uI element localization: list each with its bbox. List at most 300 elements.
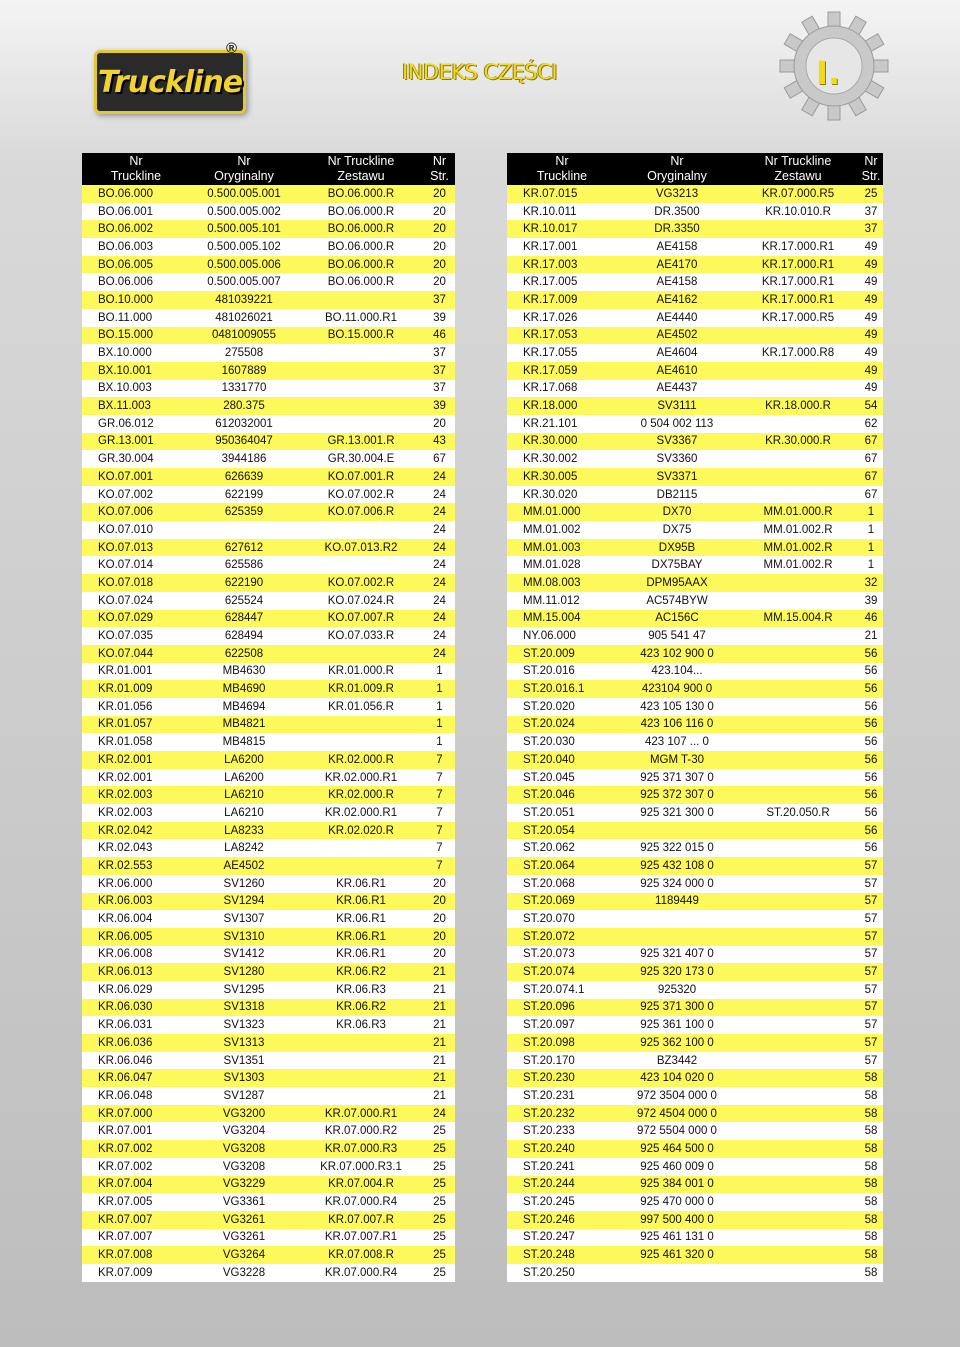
original-number: SV1294 xyxy=(190,893,298,911)
original-number: 481039221 xyxy=(190,291,298,309)
kit-number xyxy=(737,822,859,840)
table-row xyxy=(82,1176,455,1194)
original-number: 0.500.005.006 xyxy=(190,256,298,274)
truckline-number: ST.20.054 xyxy=(507,822,617,840)
truckline-number: ST.20.240 xyxy=(507,1140,617,1158)
page-number: 57 xyxy=(859,999,883,1017)
page-number: 24 xyxy=(424,574,455,592)
kit-number xyxy=(298,556,424,574)
table-row xyxy=(507,344,883,362)
table-row xyxy=(507,733,883,751)
truckline-number: MM.01.000 xyxy=(507,503,617,521)
truckline-number: KR.02.001 xyxy=(82,769,190,787)
original-number: 950364047 xyxy=(190,433,298,451)
table-row xyxy=(507,1105,883,1123)
truckline-number: KR.07.015 xyxy=(507,185,617,203)
original-number: SV1412 xyxy=(190,946,298,964)
truckline-number: KR.06.046 xyxy=(82,1052,190,1070)
truckline-number: NY.06.000 xyxy=(507,627,617,645)
registered-mark: ® xyxy=(226,40,238,57)
kit-number xyxy=(737,1069,859,1087)
parts-index-table-left xyxy=(82,153,455,1282)
table-row xyxy=(507,786,883,804)
kit-number xyxy=(737,592,859,610)
kit-number: KR.01.056.R xyxy=(298,698,424,716)
kit-number xyxy=(737,450,859,468)
page-number: 21 xyxy=(424,1016,455,1034)
page-number: 57 xyxy=(859,1052,883,1070)
original-number: 925 464 500 0 xyxy=(617,1140,737,1158)
page-number: 25 xyxy=(424,1140,455,1158)
page-number: 1 xyxy=(424,716,455,734)
table-row xyxy=(507,875,883,893)
truckline-number: ST.20.069 xyxy=(507,893,617,911)
truckline-logo xyxy=(94,50,246,114)
page-number: 56 xyxy=(859,839,883,857)
table-row xyxy=(507,716,883,734)
kit-number: KR.07.004.R xyxy=(298,1176,424,1194)
kit-number: KR.30.000.R xyxy=(737,433,859,451)
original-number: SV1323 xyxy=(190,1016,298,1034)
page-header xyxy=(0,0,960,140)
kit-number xyxy=(298,1087,424,1105)
kit-number: KR.17.000.R1 xyxy=(737,273,859,291)
kit-number: KR.01.009.R xyxy=(298,680,424,698)
truckline-number: ST.20.016 xyxy=(507,663,617,681)
table-row xyxy=(507,309,883,327)
original-number: 925 372 307 0 xyxy=(617,786,737,804)
table-row xyxy=(507,769,883,787)
truckline-number: KR.06.031 xyxy=(82,1016,190,1034)
original-number: AE4170 xyxy=(617,256,737,274)
kit-number xyxy=(737,1264,859,1282)
truckline-number: KO.07.013 xyxy=(82,539,190,557)
kit-number: KR.17.000.R1 xyxy=(737,291,859,309)
original-number: DX75BAY xyxy=(617,556,737,574)
truckline-number: KR.10.011 xyxy=(507,203,617,221)
table-row xyxy=(507,1158,883,1176)
page-number: 58 xyxy=(859,1229,883,1247)
kit-number: BO.06.000.R xyxy=(298,185,424,203)
page-number: 37 xyxy=(859,220,883,238)
page-number: 7 xyxy=(424,751,455,769)
kit-number xyxy=(298,397,424,415)
table-row xyxy=(82,716,455,734)
page-number: 49 xyxy=(859,327,883,345)
truckline-number: ST.20.024 xyxy=(507,716,617,734)
page-number: 56 xyxy=(859,680,883,698)
original-number: SV3371 xyxy=(617,468,737,486)
original-number: VG3264 xyxy=(190,1246,298,1264)
kit-number: KR.07.000.R3.1 xyxy=(298,1158,424,1176)
page-number: 46 xyxy=(859,610,883,628)
original-number: 925 461 131 0 xyxy=(617,1229,737,1247)
truckline-number: ST.20.030 xyxy=(507,733,617,751)
truckline-number: KR.01.001 xyxy=(82,663,190,681)
kit-number: BO.06.000.R xyxy=(298,203,424,221)
page-number: 56 xyxy=(859,733,883,751)
table-row xyxy=(507,1211,883,1229)
table-row xyxy=(82,291,455,309)
page-number: 49 xyxy=(859,344,883,362)
table-row xyxy=(82,1264,455,1282)
original-number: SV1318 xyxy=(190,999,298,1017)
original-number: 925 324 000 0 xyxy=(617,875,737,893)
original-number: MB4815 xyxy=(190,733,298,751)
page-number: 20 xyxy=(424,875,455,893)
kit-number: MM.01.002.R xyxy=(737,556,859,574)
original-number: VG3229 xyxy=(190,1176,298,1194)
page-number: 20 xyxy=(424,928,455,946)
page-number: 37 xyxy=(424,380,455,398)
page-number: 67 xyxy=(859,433,883,451)
truckline-number: KR.01.056 xyxy=(82,698,190,716)
kit-number: KR.07.000.R3 xyxy=(298,1140,424,1158)
original-number: 626639 xyxy=(190,468,298,486)
table-row xyxy=(82,433,455,451)
page-number: 25 xyxy=(424,1158,455,1176)
kit-number xyxy=(737,1246,859,1264)
kit-number: BO.11.000.R1 xyxy=(298,309,424,327)
kit-number xyxy=(737,415,859,433)
page-number: 24 xyxy=(424,521,455,539)
truckline-number: ST.20.070 xyxy=(507,910,617,928)
table-row xyxy=(507,238,883,256)
truckline-number: ST.20.248 xyxy=(507,1246,617,1264)
kit-number: ST.20.050.R xyxy=(737,804,859,822)
table-row xyxy=(507,1193,883,1211)
kit-number: KR.07.000.R4 xyxy=(298,1264,424,1282)
original-number: VG3228 xyxy=(190,1264,298,1282)
page-number: 1 xyxy=(424,680,455,698)
truckline-number: ST.20.045 xyxy=(507,769,617,787)
table-row xyxy=(82,610,455,628)
page-number: 49 xyxy=(859,238,883,256)
kit-number: KO.07.002.R xyxy=(298,574,424,592)
kit-number xyxy=(737,946,859,964)
original-number: 280.375 xyxy=(190,397,298,415)
original-number: 925 384 001 0 xyxy=(617,1176,737,1194)
table-row xyxy=(507,203,883,221)
kit-number: KR.06.R1 xyxy=(298,875,424,893)
original-number: SV1303 xyxy=(190,1069,298,1087)
original-number xyxy=(617,1264,737,1282)
table-row xyxy=(507,857,883,875)
original-number: 925320 xyxy=(617,981,737,999)
page-number: 37 xyxy=(424,362,455,380)
table-row xyxy=(82,893,455,911)
table-row xyxy=(82,928,455,946)
kit-number: KR.06.R2 xyxy=(298,963,424,981)
page-number: 24 xyxy=(424,610,455,628)
kit-number xyxy=(737,327,859,345)
original-number: AE4604 xyxy=(617,344,737,362)
truckline-number: ST.20.241 xyxy=(507,1158,617,1176)
kit-number xyxy=(737,663,859,681)
header-line: Oryginalny xyxy=(214,169,274,183)
kit-number: KR.06.R3 xyxy=(298,981,424,999)
page-number: 37 xyxy=(424,291,455,309)
table-row xyxy=(82,804,455,822)
kit-number: KR.07.007.R1 xyxy=(298,1229,424,1247)
table-row xyxy=(82,468,455,486)
truckline-number: KR.02.043 xyxy=(82,839,190,857)
header-line: Nr xyxy=(555,154,569,168)
col-header-truckline xyxy=(507,153,617,185)
kit-number: GR.30.004.E xyxy=(298,450,424,468)
page-number: 24 xyxy=(424,486,455,504)
kit-number xyxy=(737,981,859,999)
kit-number: KR.07.000.R1 xyxy=(298,1105,424,1123)
page-number: 24 xyxy=(424,592,455,610)
truckline-number: MM.01.003 xyxy=(507,539,617,557)
page-number: 58 xyxy=(859,1069,883,1087)
original-number: MGM T-30 xyxy=(617,751,737,769)
truckline-number: KR.07.004 xyxy=(82,1176,190,1194)
page-number: 21 xyxy=(424,999,455,1017)
kit-number xyxy=(737,999,859,1017)
page-number: 7 xyxy=(424,769,455,787)
table-row xyxy=(507,610,883,628)
kit-number: KR.07.000.R2 xyxy=(298,1122,424,1140)
kit-number xyxy=(737,1052,859,1070)
page-number: 56 xyxy=(859,769,883,787)
original-number: DX95B xyxy=(617,539,737,557)
original-number: SV1295 xyxy=(190,981,298,999)
page-number: 20 xyxy=(424,203,455,221)
table-row xyxy=(507,592,883,610)
table-row xyxy=(82,380,455,398)
truckline-number: BX.10.000 xyxy=(82,344,190,362)
truckline-number: ST.20.232 xyxy=(507,1105,617,1123)
original-number: DR.3500 xyxy=(617,203,737,221)
table-row xyxy=(507,627,883,645)
header-line: Zestawu xyxy=(774,169,822,183)
page-number: 56 xyxy=(859,663,883,681)
table-row xyxy=(507,574,883,592)
table-row xyxy=(82,663,455,681)
page-number: 58 xyxy=(859,1264,883,1282)
original-number: 275508 xyxy=(190,344,298,362)
table-row xyxy=(82,910,455,928)
table-row xyxy=(82,486,455,504)
page-number: 25 xyxy=(859,185,883,203)
truckline-number: KR.02.003 xyxy=(82,786,190,804)
kit-number xyxy=(298,857,424,875)
page-number: 20 xyxy=(424,946,455,964)
original-number: 1607889 xyxy=(190,362,298,380)
truckline-number: KR.07.007 xyxy=(82,1229,190,1247)
original-number: MB4821 xyxy=(190,716,298,734)
section-number: I. xyxy=(816,54,841,92)
truckline-number: KR.01.058 xyxy=(82,733,190,751)
header-line: Nr xyxy=(670,154,684,168)
table-row xyxy=(82,327,455,345)
kit-number xyxy=(737,680,859,698)
truckline-number: KR.06.030 xyxy=(82,999,190,1017)
kit-number xyxy=(298,839,424,857)
header-line: Nr xyxy=(432,154,447,168)
page-number: 7 xyxy=(424,857,455,875)
kit-number: KR.17.000.R1 xyxy=(737,256,859,274)
kit-number: KR.17.000.R8 xyxy=(737,344,859,362)
original-number: 925 320 173 0 xyxy=(617,963,737,981)
table-row xyxy=(507,327,883,345)
original-number: 423.104... xyxy=(617,663,737,681)
truckline-number: MM.11.012 xyxy=(507,592,617,610)
truckline-number: KR.07.008 xyxy=(82,1246,190,1264)
table-row xyxy=(82,822,455,840)
table-row xyxy=(507,1069,883,1087)
truckline-number: KR.17.003 xyxy=(507,256,617,274)
truckline-number: KR.06.036 xyxy=(82,1034,190,1052)
page-number: 20 xyxy=(424,220,455,238)
table-row xyxy=(507,273,883,291)
original-number: 0.500.005.102 xyxy=(190,238,298,256)
truckline-number: KR.17.026 xyxy=(507,309,617,327)
table-row xyxy=(507,698,883,716)
table-row xyxy=(82,1069,455,1087)
table-row xyxy=(507,1087,883,1105)
page-number: 21 xyxy=(424,981,455,999)
original-number: 0.500.005.007 xyxy=(190,273,298,291)
truckline-number: GR.30.004 xyxy=(82,450,190,468)
truckline-number: ST.20.246 xyxy=(507,1211,617,1229)
kit-number: KR.17.000.R1 xyxy=(737,238,859,256)
table-row xyxy=(507,1034,883,1052)
truckline-number: KR.06.003 xyxy=(82,893,190,911)
original-number: AE4502 xyxy=(617,327,737,345)
page-number: 57 xyxy=(859,928,883,946)
page-number: 24 xyxy=(424,627,455,645)
truckline-number: KR.06.047 xyxy=(82,1069,190,1087)
page-number: 58 xyxy=(859,1122,883,1140)
original-number: VG3208 xyxy=(190,1140,298,1158)
original-number xyxy=(617,822,737,840)
truckline-number: ST.20.062 xyxy=(507,839,617,857)
truckline-number: KO.07.044 xyxy=(82,645,190,663)
original-number: DX70 xyxy=(617,503,737,521)
kit-number xyxy=(737,220,859,238)
page-number: 7 xyxy=(424,839,455,857)
table-row xyxy=(507,539,883,557)
table-row xyxy=(507,981,883,999)
table-row xyxy=(507,1052,883,1070)
page-number: 21 xyxy=(859,627,883,645)
kit-number: KO.07.006.R xyxy=(298,503,424,521)
table-row xyxy=(82,769,455,787)
original-number: 481026021 xyxy=(190,309,298,327)
page-number: 21 xyxy=(424,1087,455,1105)
kit-number xyxy=(737,963,859,981)
truckline-number: ST.20.170 xyxy=(507,1052,617,1070)
truckline-number: KR.30.002 xyxy=(507,450,617,468)
kit-number: KR.07.008.R xyxy=(298,1246,424,1264)
table-row xyxy=(82,1193,455,1211)
kit-number xyxy=(737,716,859,734)
original-number: AE4502 xyxy=(190,857,298,875)
page-number: 21 xyxy=(424,963,455,981)
logo-text: Truckline xyxy=(97,64,243,100)
page-number: 20 xyxy=(424,415,455,433)
original-number xyxy=(617,928,737,946)
truckline-number: KR.07.002 xyxy=(82,1158,190,1176)
table-row xyxy=(82,309,455,327)
kit-number: KO.07.033.R xyxy=(298,627,424,645)
page-number: 56 xyxy=(859,822,883,840)
truckline-number: KO.07.035 xyxy=(82,627,190,645)
table-row xyxy=(82,839,455,857)
original-number: DR.3350 xyxy=(617,220,737,238)
kit-number xyxy=(737,486,859,504)
page-number: 67 xyxy=(859,486,883,504)
truckline-number: KR.01.057 xyxy=(82,716,190,734)
kit-number xyxy=(737,875,859,893)
page-number: 21 xyxy=(424,1034,455,1052)
truckline-number: KO.07.024 xyxy=(82,592,190,610)
table-row xyxy=(82,344,455,362)
page-number: 25 xyxy=(424,1176,455,1194)
kit-number xyxy=(298,291,424,309)
page-number: 57 xyxy=(859,857,883,875)
kit-number: BO.06.000.R xyxy=(298,256,424,274)
header-line: Str. xyxy=(430,169,449,183)
page-number: 25 xyxy=(424,1246,455,1264)
page-number: 43 xyxy=(424,433,455,451)
original-number: DX75 xyxy=(617,521,737,539)
page-number: 39 xyxy=(424,397,455,415)
table-row xyxy=(507,397,883,415)
original-number: 628494 xyxy=(190,627,298,645)
original-number: SV1307 xyxy=(190,910,298,928)
table-row xyxy=(82,592,455,610)
table-row xyxy=(507,1016,883,1034)
page-number: 56 xyxy=(859,645,883,663)
truckline-number: ST.20.074.1 xyxy=(507,981,617,999)
page-number: 58 xyxy=(859,1158,883,1176)
table-row xyxy=(507,928,883,946)
table-row xyxy=(82,1105,455,1123)
table-row xyxy=(82,786,455,804)
kit-number: MM.01.002.R xyxy=(737,539,859,557)
truckline-number: ST.20.233 xyxy=(507,1122,617,1140)
table-row xyxy=(507,663,883,681)
kit-number: KR.06.R1 xyxy=(298,910,424,928)
kit-number: KR.02.000.R1 xyxy=(298,804,424,822)
table-row xyxy=(507,503,883,521)
original-number: 0 504 002 113 xyxy=(617,415,737,433)
truckline-number: BO.06.003 xyxy=(82,238,190,256)
original-number: 925 470 000 0 xyxy=(617,1193,737,1211)
truckline-number: BX.10.003 xyxy=(82,380,190,398)
original-number: AE4610 xyxy=(617,362,737,380)
truckline-number: GR.06.012 xyxy=(82,415,190,433)
truckline-number: KR.17.001 xyxy=(507,238,617,256)
kit-number xyxy=(298,1069,424,1087)
truckline-number: KO.07.014 xyxy=(82,556,190,574)
page-number: 57 xyxy=(859,963,883,981)
original-number: 3944186 xyxy=(190,450,298,468)
kit-number xyxy=(737,1229,859,1247)
kit-number xyxy=(737,468,859,486)
header-line: Nr xyxy=(237,154,251,168)
page-number: 57 xyxy=(859,910,883,928)
truckline-number: BO.06.000 xyxy=(82,185,190,203)
kit-number: MM.15.004.R xyxy=(737,610,859,628)
kit-number: KR.06.R1 xyxy=(298,893,424,911)
table-row xyxy=(507,751,883,769)
truckline-number: KR.17.068 xyxy=(507,380,617,398)
